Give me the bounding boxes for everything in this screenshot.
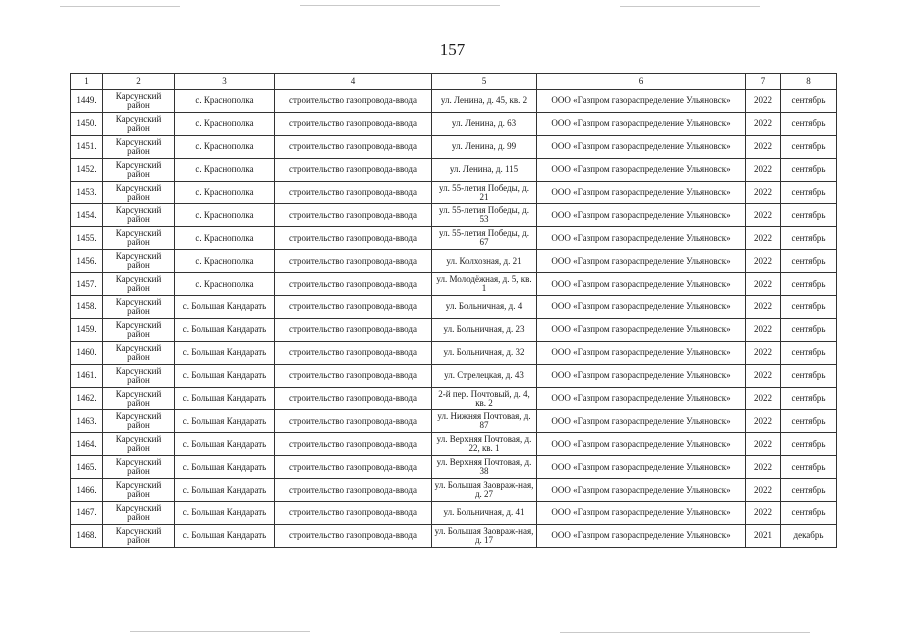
work-type-cell: строительство газопровода-ввода <box>275 456 432 479</box>
address-cell: ул. Колхозная, д. 21 <box>432 250 537 273</box>
address-cell: ул. Большая Заовраж-ная, д. 27 <box>432 479 537 502</box>
organization-cell: ООО «Газпром газораспределение Ульяновск» <box>537 112 746 135</box>
work-type-cell: строительство газопровода-ввода <box>275 296 432 319</box>
work-type-cell: строительство газопровода-ввода <box>275 364 432 387</box>
district-cell: Карсунский район <box>103 387 175 410</box>
organization-cell: ООО «Газпром газораспределение Ульяновск» <box>537 296 746 319</box>
column-header: 1 <box>71 74 103 90</box>
table-row <box>71 158 837 181</box>
table-row <box>71 456 837 479</box>
address-cell: ул. 55-летия Победы, д. 53 <box>432 204 537 227</box>
settlement-cell: с. Большая Кандарать <box>175 479 275 502</box>
district-cell: Карсунский район <box>103 112 175 135</box>
year-cell: 2022 <box>746 364 781 387</box>
month-cell: сентябрь <box>781 135 837 158</box>
work-type-cell: строительство газопровода-ввода <box>275 410 432 433</box>
table-row <box>71 341 837 364</box>
year-cell: 2022 <box>746 296 781 319</box>
settlement-cell: с. Краснополка <box>175 204 275 227</box>
row-number: 1452. <box>71 158 103 181</box>
table-row <box>71 410 837 433</box>
year-cell: 2022 <box>746 158 781 181</box>
row-number: 1453. <box>71 181 103 204</box>
organization-cell: ООО «Газпром газораспределение Ульяновск» <box>537 387 746 410</box>
table-row <box>71 502 837 525</box>
year-cell: 2022 <box>746 112 781 135</box>
year-cell: 2022 <box>746 204 781 227</box>
address-cell: ул. 55-летия Победы, д. 67 <box>432 227 537 250</box>
district-cell: Карсунский район <box>103 204 175 227</box>
month-cell: сентябрь <box>781 158 837 181</box>
organization-cell: ООО «Газпром газораспределение Ульяновск» <box>537 341 746 364</box>
address-cell: ул. 55-летия Победы, д. 21 <box>432 181 537 204</box>
column-header: 4 <box>275 74 432 90</box>
organization-cell: ООО «Газпром газораспределение Ульяновск» <box>537 204 746 227</box>
district-cell: Карсунский район <box>103 433 175 456</box>
district-cell: Карсунский район <box>103 90 175 113</box>
organization-cell: ООО «Газпром газораспределение Ульяновск» <box>537 479 746 502</box>
work-type-cell: строительство газопровода-ввода <box>275 273 432 296</box>
year-cell: 2022 <box>746 318 781 341</box>
work-type-cell: строительство газопровода-ввода <box>275 90 432 113</box>
month-cell: сентябрь <box>781 387 837 410</box>
year-cell: 2022 <box>746 181 781 204</box>
work-type-cell: строительство газопровода-ввода <box>275 524 432 547</box>
work-type-cell: строительство газопровода-ввода <box>275 318 432 341</box>
district-cell: Карсунский район <box>103 479 175 502</box>
district-cell: Карсунский район <box>103 227 175 250</box>
row-number: 1450. <box>71 112 103 135</box>
row-number: 1466. <box>71 479 103 502</box>
table-row <box>71 135 837 158</box>
district-cell: Карсунский район <box>103 158 175 181</box>
district-cell: Карсунский район <box>103 181 175 204</box>
scan-artifact <box>620 6 760 7</box>
district-cell: Карсунский район <box>103 502 175 525</box>
year-cell: 2022 <box>746 479 781 502</box>
work-type-cell: строительство газопровода-ввода <box>275 135 432 158</box>
organization-cell: ООО «Газпром газораспределение Ульяновск» <box>537 318 746 341</box>
column-header: 2 <box>103 74 175 90</box>
row-number: 1460. <box>71 341 103 364</box>
row-number: 1458. <box>71 296 103 319</box>
month-cell: сентябрь <box>781 296 837 319</box>
settlement-cell: с. Большая Кандарать <box>175 364 275 387</box>
month-cell: сентябрь <box>781 181 837 204</box>
work-type-cell: строительство газопровода-ввода <box>275 181 432 204</box>
row-number: 1449. <box>71 90 103 113</box>
row-number: 1464. <box>71 433 103 456</box>
district-cell: Карсунский район <box>103 273 175 296</box>
address-cell: ул. Нижняя Почтовая, д. 87 <box>432 410 537 433</box>
table-row <box>71 364 837 387</box>
settlement-cell: с. Краснополка <box>175 273 275 296</box>
settlement-cell: с. Краснополка <box>175 250 275 273</box>
month-cell: сентябрь <box>781 204 837 227</box>
table-row <box>71 387 837 410</box>
organization-cell: ООО «Газпром газораспределение Ульяновск» <box>537 227 746 250</box>
organization-cell: ООО «Газпром газораспределение Ульяновск» <box>537 502 746 525</box>
settlement-cell: с. Краснополка <box>175 112 275 135</box>
work-type-cell: строительство газопровода-ввода <box>275 158 432 181</box>
table-row <box>71 112 837 135</box>
row-number: 1456. <box>71 250 103 273</box>
scan-artifact <box>300 5 500 6</box>
work-type-cell: строительство газопровода-ввода <box>275 227 432 250</box>
row-number: 1451. <box>71 135 103 158</box>
month-cell: сентябрь <box>781 433 837 456</box>
work-type-cell: строительство газопровода-ввода <box>275 204 432 227</box>
column-header: 6 <box>537 74 746 90</box>
year-cell: 2021 <box>746 524 781 547</box>
district-cell: Карсунский район <box>103 250 175 273</box>
address-cell: 2-й пер. Почтовый, д. 4, кв. 2 <box>432 387 537 410</box>
organization-cell: ООО «Газпром газораспределение Ульяновск» <box>537 456 746 479</box>
settlement-cell: с. Большая Кандарать <box>175 433 275 456</box>
table-row <box>71 524 837 547</box>
row-number: 1467. <box>71 502 103 525</box>
settlement-cell: с. Большая Кандарать <box>175 341 275 364</box>
year-cell: 2022 <box>746 227 781 250</box>
settlement-cell: с. Большая Кандарать <box>175 456 275 479</box>
district-cell: Карсунский район <box>103 296 175 319</box>
month-cell: сентябрь <box>781 112 837 135</box>
district-cell: Карсунский район <box>103 524 175 547</box>
year-cell: 2022 <box>746 456 781 479</box>
row-number: 1454. <box>71 204 103 227</box>
organization-cell: ООО «Газпром газораспределение Ульяновск» <box>537 181 746 204</box>
address-cell: ул. Молодёжная, д. 5, кв. 1 <box>432 273 537 296</box>
settlement-cell: с. Большая Кандарать <box>175 502 275 525</box>
table-row <box>71 181 837 204</box>
month-cell: декабрь <box>781 524 837 547</box>
organization-cell: ООО «Газпром газораспределение Ульяновск» <box>537 135 746 158</box>
month-cell: сентябрь <box>781 456 837 479</box>
settlement-cell: с. Краснополка <box>175 181 275 204</box>
column-header: 3 <box>175 74 275 90</box>
district-cell: Карсунский район <box>103 341 175 364</box>
settlement-cell: с. Большая Кандарать <box>175 524 275 547</box>
row-number: 1463. <box>71 410 103 433</box>
scan-artifact <box>560 632 810 633</box>
scan-artifact <box>130 631 310 632</box>
year-cell: 2022 <box>746 387 781 410</box>
month-cell: сентябрь <box>781 341 837 364</box>
work-type-cell: строительство газопровода-ввода <box>275 433 432 456</box>
work-type-cell: строительство газопровода-ввода <box>275 502 432 525</box>
table-row <box>71 296 837 319</box>
table-row <box>71 318 837 341</box>
work-type-cell: строительство газопровода-ввода <box>275 250 432 273</box>
year-cell: 2022 <box>746 135 781 158</box>
year-cell: 2022 <box>746 250 781 273</box>
month-cell: сентябрь <box>781 364 837 387</box>
table-row <box>71 479 837 502</box>
month-cell: сентябрь <box>781 318 837 341</box>
settlement-cell: с. Краснополка <box>175 135 275 158</box>
year-cell: 2022 <box>746 341 781 364</box>
organization-cell: ООО «Газпром газораспределение Ульяновск» <box>537 433 746 456</box>
district-cell: Карсунский район <box>103 135 175 158</box>
table-row <box>71 204 837 227</box>
settlement-cell: с. Большая Кандарать <box>175 387 275 410</box>
address-cell: ул. Ленина, д. 115 <box>432 158 537 181</box>
month-cell: сентябрь <box>781 273 837 296</box>
table-body <box>71 90 837 548</box>
address-cell: ул. Стрелецкая, д. 43 <box>432 364 537 387</box>
settlement-cell: с. Краснополка <box>175 90 275 113</box>
address-cell: ул. Больничная, д. 32 <box>432 341 537 364</box>
column-header: 7 <box>746 74 781 90</box>
work-type-cell: строительство газопровода-ввода <box>275 341 432 364</box>
district-cell: Карсунский район <box>103 410 175 433</box>
table-row <box>71 227 837 250</box>
district-cell: Карсунский район <box>103 318 175 341</box>
table-row <box>71 90 837 113</box>
header-row <box>71 74 837 90</box>
month-cell: сентябрь <box>781 227 837 250</box>
address-cell: ул. Большая Заовраж-ная, д. 17 <box>432 524 537 547</box>
row-number: 1455. <box>71 227 103 250</box>
row-number: 1462. <box>71 387 103 410</box>
address-cell: ул. Ленина, д. 45, кв. 2 <box>432 90 537 113</box>
work-type-cell: строительство газопровода-ввода <box>275 387 432 410</box>
register-table <box>70 73 837 548</box>
year-cell: 2022 <box>746 273 781 296</box>
month-cell: сентябрь <box>781 502 837 525</box>
address-cell: ул. Ленина, д. 63 <box>432 112 537 135</box>
address-cell: ул. Больничная, д. 41 <box>432 502 537 525</box>
month-cell: сентябрь <box>781 410 837 433</box>
address-cell: ул. Ленина, д. 99 <box>432 135 537 158</box>
year-cell: 2022 <box>746 433 781 456</box>
page-number: 157 <box>439 40 466 59</box>
table-row <box>71 273 837 296</box>
row-number: 1465. <box>71 456 103 479</box>
organization-cell: ООО «Газпром газораспределение Ульяновск» <box>537 410 746 433</box>
column-header: 5 <box>432 74 537 90</box>
work-type-cell: строительство газопровода-ввода <box>275 479 432 502</box>
organization-cell: ООО «Газпром газораспределение Ульяновск» <box>537 364 746 387</box>
organization-cell: ООО «Газпром газораспределение Ульяновск» <box>537 250 746 273</box>
row-number: 1468. <box>71 524 103 547</box>
settlement-cell: с. Большая Кандарать <box>175 296 275 319</box>
organization-cell: ООО «Газпром газораспределение Ульяновск» <box>537 273 746 296</box>
organization-cell: ООО «Газпром газораспределение Ульяновск» <box>537 158 746 181</box>
settlement-cell: с. Краснополка <box>175 227 275 250</box>
district-cell: Карсунский район <box>103 456 175 479</box>
settlement-cell: с. Краснополка <box>175 158 275 181</box>
row-number: 1461. <box>71 364 103 387</box>
address-cell: ул. Больничная, д. 4 <box>432 296 537 319</box>
month-cell: сентябрь <box>781 479 837 502</box>
column-header: 8 <box>781 74 837 90</box>
row-number: 1459. <box>71 318 103 341</box>
table-row <box>71 250 837 273</box>
month-cell: сентябрь <box>781 250 837 273</box>
settlement-cell: с. Большая Кандарать <box>175 410 275 433</box>
address-cell: ул. Верхняя Почтовая, д. 38 <box>432 456 537 479</box>
year-cell: 2022 <box>746 90 781 113</box>
organization-cell: ООО «Газпром газораспределение Ульяновск» <box>537 90 746 113</box>
organization-cell: ООО «Газпром газораспределение Ульяновск» <box>537 524 746 547</box>
work-type-cell: строительство газопровода-ввода <box>275 112 432 135</box>
table-row <box>71 433 837 456</box>
month-cell: сентябрь <box>781 90 837 113</box>
district-cell: Карсунский район <box>103 364 175 387</box>
year-cell: 2022 <box>746 410 781 433</box>
settlement-cell: с. Большая Кандарать <box>175 318 275 341</box>
scan-artifact <box>60 6 180 7</box>
address-cell: ул. Верхняя Почтовая, д. 22, кв. 1 <box>432 433 537 456</box>
row-number: 1457. <box>71 273 103 296</box>
address-cell: ул. Больничная, д. 23 <box>432 318 537 341</box>
year-cell: 2022 <box>746 502 781 525</box>
